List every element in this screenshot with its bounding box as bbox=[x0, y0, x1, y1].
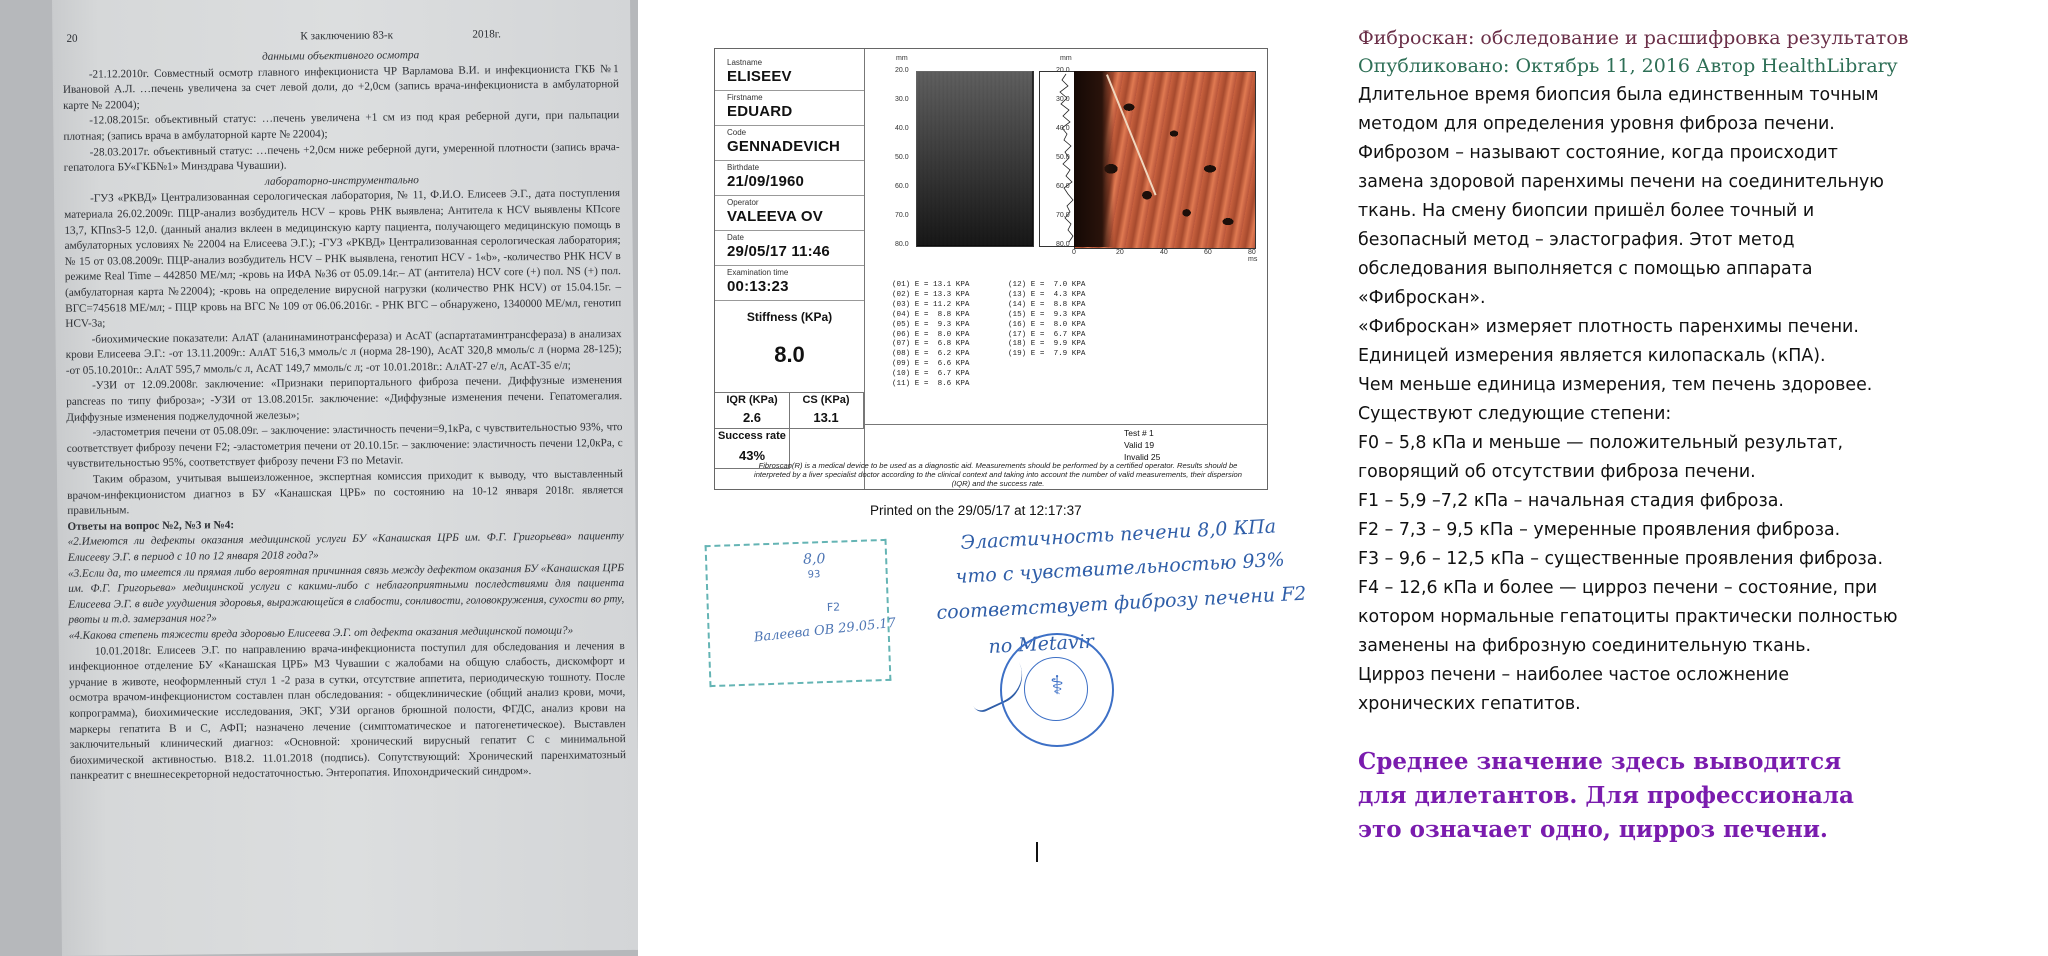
mmode-time-tick: 80 ms bbox=[1248, 249, 1258, 263]
patient-field-label: Firstname bbox=[727, 93, 763, 102]
caduceus-icon: ⚕ bbox=[1049, 671, 1065, 701]
article-line: хронических гепатитов. bbox=[1358, 694, 1581, 714]
elastogram-depth-tick: 70.0 bbox=[895, 212, 909, 219]
page-cursor-mark bbox=[1036, 842, 1038, 862]
article-line: Фиброзом – называют состояние, когда происходит bbox=[1358, 143, 1838, 163]
article-line: F0 – 5,8 кПа и меньше — положительный результат, bbox=[1358, 433, 1844, 453]
document-body bbox=[63, 46, 627, 785]
article-line: говорящий об отсутствии фиброза печени. bbox=[1358, 462, 1756, 482]
patient-field bbox=[715, 160, 864, 196]
document-paragraph: -12.08.2015г. объективный статус: …печень увеличена +1 см из под края реберной дуги, при пальпации плотная; (запись врача в амбулаторной карте № 22004); bbox=[63, 109, 620, 143]
invalid-count: Invalid 25 bbox=[1124, 452, 1161, 462]
round-doctor-stamp bbox=[1000, 633, 1114, 747]
article-line: заменены на фиброзную соединительную ткань. bbox=[1358, 636, 1811, 656]
scanned-page-sheet bbox=[52, 0, 638, 956]
mmode-time-tick: 60 bbox=[1204, 249, 1212, 256]
article-line: замена здоровой паренхимы печени на соединительную bbox=[1358, 172, 1884, 192]
document-paragraph: -21.12.2010г. Совместный осмотр главного инфекциониста ЧР Варламова В.И. и инфекциониста ГКБ №1 Ивановой А.Л. …печень увеличена за счет левой доли, до +2,0см (запись врача-инфекциониста в амбулаторной карте № 22004); bbox=[62, 62, 619, 112]
article-published-line: Опубликовано: Октябрь 11, 2016 Автор HealthLibrary bbox=[1358, 55, 1898, 77]
rectangular-stamp bbox=[705, 539, 897, 687]
article-summary bbox=[1358, 745, 2038, 847]
elastogram-depth-tick: 20.0 bbox=[895, 67, 909, 74]
document-paragraph: -эластометрия печени от 05.08.09г. – заключение: эластичность печени=9,1кРа, с чувствительностью 93%, что соответствует фиброзу печени F2; -эластометрия печени от 20.10.15г. – заключение: эластичность печени 12,0кРа, с чувствительностью 95%, соответствует фиброзу печени F3 по Metavir. bbox=[66, 421, 623, 471]
patient-field-label: Examination time bbox=[727, 268, 789, 277]
article-line: Цирроз печени – наиболее частое осложнение bbox=[1358, 665, 1790, 685]
stamp-signature: Валеева ОВ 29.05.17 bbox=[753, 615, 897, 646]
summary-line: это означает одно, цирроз печени. bbox=[1358, 816, 1828, 843]
patient-field bbox=[715, 55, 864, 91]
document-paragraph: -ГУЗ «РКВД» Централизованная серологическая лаборатория, № 11, Ф.И.О. Елисеев Э.Г., дата поступления материала 26.02.2009г. ПЦР-анализ возбудитель HCV – кровь РНК выявлена; Антитела к HCV выявлены КПcore 13,7, КПns3-5 12,0. (данный анализ вклеен в медицинскую карту пациента, получающего медицинскую помощь в амбулаторных условиях № 22004 на Елисеева Э.Г.); -ГУЗ «РКВД» Централизованная серологическая лаборатория; № 15 от 03.08.2009г. ПЦР-анализ возбудитель HCV – РНК выявлена, генотип HCV - 1«b», -количество РНК HCV в режиме Real Time – 442850 МЕ/мл; -кровь на ИФА №36 от 05.09.14г.– AT (антитела) HCV core (+) пол. NS (+) пол. (амбулаторная карта №22004); -кровь на определение вирусной нагрузки (количество РНК HCV) от 15.04.15г. – ВГС=745618 МЕ/мл; - ПЦР кровь на ВГС № 109 от 06.06.2016г. - РНК ВГС – обнаружено, 1340000 МЕ/мл, генотип HCV-3a; bbox=[64, 187, 622, 330]
document-paragraph: Таким образом, учитывая вышеизложенное, экспертная комиссия приходит к выводу, что выставленный врачом-инфекционистом диагноз в БУ «Канашская ЦРБ» по состоянию на 10-12 января 2018г. является правильным. bbox=[67, 468, 624, 518]
patient-field bbox=[715, 90, 864, 126]
patient-field-value: ELISEEV bbox=[727, 68, 792, 85]
article-line: методом для определения уровня фиброза печени. bbox=[1358, 114, 1835, 134]
document-paragraph: данными объективного осмотра bbox=[261, 49, 420, 63]
elastogram-shading bbox=[916, 71, 1032, 245]
handwriting-line-4: по Metavir bbox=[988, 630, 1095, 658]
patient-field bbox=[715, 230, 864, 266]
stiffness-label: Stiffness (KPa) bbox=[746, 310, 833, 324]
patient-field-value: GENNADEVICH bbox=[727, 138, 841, 155]
elastogram-depth-tick: 30.0 bbox=[895, 96, 909, 103]
article-line: F1 – 5,9 –7,2 кПа – начальная стадия фиброза. bbox=[1358, 491, 1784, 511]
document-paragraph: «3.Если да, то имеется ли прямая либо вероятная причинная связь между дефектом оказания БУ «Канашская ЦРБ им. Ф.Г. Григорьева» медицинской услуги с какими-либо с неблагоприятными последствиями для пациента Елисеева Э.Г. в виде ухудшения здоровья, выражающейся в слабости, сонливости, головокружения, сухости во рту, рвоты и т.д. замерзания ног?» bbox=[67, 561, 625, 627]
mmode-depth-tick: 20.0 bbox=[1056, 67, 1070, 74]
document-paragraph: -УЗИ от 12.09.2008г. заключение: «Признаки перипортального фиброза печени. Диффузные изменения pancreas по типу фиброза»; -УЗИ от 13.08.2015г. заключение: «Диффузные изменения печени. Гепатомегалия. Диффузные изменения поджелудочной железы»; bbox=[66, 374, 623, 424]
device-disclaimer: Fibroscan(R) is a medical device to be used as a diagnostic aid. Measurements should be performed by a certified operator. Results should be interpreted by a liver specialist doctor according to the clinical context and taking into account the number of valid measurements, their dispersion (IQR) and the success rate. bbox=[754, 461, 1242, 488]
article-line: безопасный метод – эластография. Этот метод bbox=[1358, 230, 1795, 250]
fibroscan-report bbox=[714, 48, 1268, 490]
page-number: 20 bbox=[66, 32, 78, 45]
article-title: Фиброскан: обследование и расшифровка результатов bbox=[1358, 27, 1909, 49]
elastogram-depth-tick: 40.0 bbox=[895, 125, 909, 132]
patient-field-label: Birthdate bbox=[727, 163, 760, 172]
patient-field-value: 29/05/17 11:46 bbox=[727, 243, 830, 260]
mmode-time-tick: 0 bbox=[1072, 249, 1076, 256]
cs-label: CS (KPa) bbox=[802, 394, 850, 406]
success-rate-label: Success rate bbox=[718, 430, 786, 442]
mmode-unit: mm bbox=[1060, 55, 1072, 62]
handwriting-line-2: что с чувствительностью 93% bbox=[955, 548, 1286, 588]
cs-value: 13.1 bbox=[813, 410, 839, 425]
article-line: Длительное время биопсия была единственным точным bbox=[1358, 85, 1879, 105]
measurements-list-left: (01) E = 13.1 KPA (02) E = 13.3 KPA (03) E = 11.2 KPA (04) E = 8.8 KPA (05) E = 9.3 KPA (06) E = 8.0 KPA (07) E = 6.8 KPA (08) E = 6.2 KPA (09) E = 6.6 KPA (10) E = 6.7 KPA (11) E = 8.6 KPA bbox=[892, 281, 970, 389]
elastogram-depth-tick: 80.0 bbox=[895, 241, 909, 248]
patient-field-value: EDUARD bbox=[727, 103, 793, 120]
stamp-stiffness-value: 8,0 bbox=[802, 551, 826, 568]
patient-field-value: VALEEVA OV bbox=[727, 208, 823, 225]
success-rate-value: 43% bbox=[738, 448, 766, 463]
patient-field-label: Date bbox=[727, 233, 744, 242]
mmode-depth-tick: 80.0 bbox=[1056, 241, 1070, 248]
mmode-time-tick: 20 bbox=[1116, 249, 1124, 256]
handwriting-line-3: соответствует фиброзу печени F2 bbox=[936, 582, 1307, 624]
handwriting-line-1: Эластичность печени 8,0 КПа bbox=[960, 515, 1277, 554]
document-paragraph: лабораторно-инструментально bbox=[264, 173, 419, 188]
article-line: обследования выполняется с помощью аппарата bbox=[1358, 259, 1813, 279]
header-year: 2018г. bbox=[472, 28, 501, 41]
patient-field-label: Lastname bbox=[727, 58, 763, 67]
article-line: Существуют следующие степени: bbox=[1358, 404, 1672, 424]
article-line: «Фиброскан» измеряет плотность паренхимы печени. bbox=[1358, 317, 1859, 337]
stamp-grade: F2 bbox=[826, 600, 841, 614]
article-line: F3 – 9,6 – 12,5 кПа – существенные проявления фиброза. bbox=[1358, 549, 1883, 569]
summary-line: для дилетантов. Для профессионала bbox=[1358, 782, 1854, 809]
document-paragraph: Ответы на вопрос №2, №3 и №4: bbox=[67, 518, 235, 533]
elastogram-depth-tick: 60.0 bbox=[895, 183, 909, 190]
test-number: Test # 1 bbox=[1124, 428, 1154, 438]
iqr-label: IQR (KPa) bbox=[726, 394, 778, 406]
mmode-time-tick: 40 bbox=[1160, 249, 1168, 256]
article-body bbox=[1358, 81, 2038, 719]
article-line: Единицей измерения является килопаскаль (кПА). bbox=[1358, 346, 1826, 366]
mmode-depth-tick: 60.0 bbox=[1056, 183, 1070, 190]
summary-line: Среднее значение здесь выводится bbox=[1358, 748, 1842, 775]
printed-timestamp: Printed on the 29/05/17 at 12:17:37 bbox=[870, 503, 1082, 518]
article-line: F2 – 7,3 – 9,5 кПа – умеренные проявления фиброза. bbox=[1358, 520, 1841, 540]
elastogram-depth-tick: 50.0 bbox=[895, 154, 909, 161]
article-line: «Фиброскан». bbox=[1358, 288, 1486, 308]
document-paragraph: «2.Имеются ли дефекты оказания медицинской услуги БУ «Канашская ЦРБ им. Ф.Г. Григорьева» пациенту Елисееву Э.Г. в период с 10 по 12 января 2018 года?» bbox=[67, 530, 624, 564]
article-line: Чем меньше единица измерения, тем печень здоровее. bbox=[1358, 375, 1873, 395]
cs-box bbox=[789, 392, 864, 429]
stiffness-box bbox=[715, 296, 864, 393]
patient-field-label: Code bbox=[727, 128, 747, 137]
page-header bbox=[62, 26, 602, 48]
patient-field-value: 21/09/1960 bbox=[727, 173, 805, 190]
valid-count: Valid 19 bbox=[1124, 440, 1155, 450]
mmode-depth-tick: 40.0 bbox=[1056, 125, 1070, 132]
article-line: котором нормальные гепатоциты практически полностью bbox=[1358, 607, 1898, 627]
mmode-depth-tick: 30.0 bbox=[1056, 96, 1070, 103]
header-conclusion-ref: К заключению 83-к bbox=[300, 29, 394, 43]
patient-field bbox=[715, 125, 864, 161]
stiffness-value: 8.0 bbox=[774, 342, 805, 367]
patient-info-column bbox=[715, 49, 865, 489]
article-line: ткань. На смену биопсии пришёл более точный и bbox=[1358, 201, 1815, 221]
mmode-depth-tick: 50.0 bbox=[1056, 154, 1070, 161]
mmode-depth-tick: 70.0 bbox=[1056, 212, 1070, 219]
scanned-expert-report bbox=[0, 0, 638, 956]
mmode-dark-region bbox=[1074, 71, 1114, 247]
article-line: F4 – 12,6 кПа и более — цирроз печени – состояние, при bbox=[1358, 578, 1878, 598]
patient-field bbox=[715, 195, 864, 231]
document-paragraph: «4.Какова степень тяжести вреда здоровью Елисеева Э.Г. от дефекта оказания медицинской помощи?» bbox=[68, 624, 574, 642]
measurements-list-right: (12) E = 7.0 KPA (13) E = 4.3 KPA (14) E = 8.8 KPA (15) E = 9.3 KPA (16) E = 8.0 KPA (17) E = 6.7 KPA (18) E = 9.9 KPA (19) E = 7.9 KPA bbox=[1008, 281, 1086, 359]
elastogram-unit: mm bbox=[896, 55, 908, 62]
fibroscan-article bbox=[1358, 24, 2038, 847]
document-paragraph: -28.03.2017г. объективный статус: …печень +2,0см ниже реберной дуги, умеренной плотности (запись врача-гепатолога БУ«ГКБ№1» Минздрава Чувашии). bbox=[63, 140, 620, 175]
patient-field-label: Operator bbox=[727, 198, 759, 207]
document-paragraph: -биохимические показатели: АлАТ (аланинаминотрансфераза) и АсАТ (аспартатаминтрансфераза) в анализах крови Елисеева Э.Г.: -от 13.11.2009г.: АлАТ 516,3 ммоль/с л (норма 28-190), АсАТ 320,8 ммоль/с л (норма 28-125); -от 05.10.2010г.: АлАТ 595,7 ммоль/с л, АсАТ 149,7 ммоль/с л; -от 10.01.2018г.: АлАТ-27 е/л, АсАТ-35 е/л; bbox=[65, 327, 622, 377]
stamp-percent: 93 bbox=[807, 569, 821, 581]
document-paragraph: 10.01.2018г. Елисеев Э.Г. по направлению врача-инфекциониста поступил для обследования и лечения в инфекционное отделение БУ «Канашская ЦРБ» МЗ Чувашии с жалобами на общую слабость, дискомфорт и урчание в животе, неоформленный стул 1 -2 раза в сутки, отсутствие аппетита, периодическую тошноту. После осмотра врачом-инфекционистом составлен план обследования: - общеклинические (общий анализ крови, мочи, копрограмма), биохимические исследования, ЭКГ, УЗИ органов брюшной полости, ФГДС, анализ крови на маркеры гепатита В и С, АФП; назначено лечение (симптоматическое и патогенетическое). Выставлен заключительный клинический диагноз: «Основной: хронический вирусный гепатит С с минимальной биохимической активностью. B18.2. 11.01.2018 (подпись). Сопутствующий: Хронический паренхиматозный панкреатит с внешнесекреторной недостаточностью. Энтеропатия. Ипохондрический синдром». bbox=[68, 639, 626, 783]
iqr-value: 2.6 bbox=[742, 410, 762, 425]
patient-field-value: 00:13:23 bbox=[727, 278, 789, 295]
iqr-box bbox=[715, 392, 790, 429]
